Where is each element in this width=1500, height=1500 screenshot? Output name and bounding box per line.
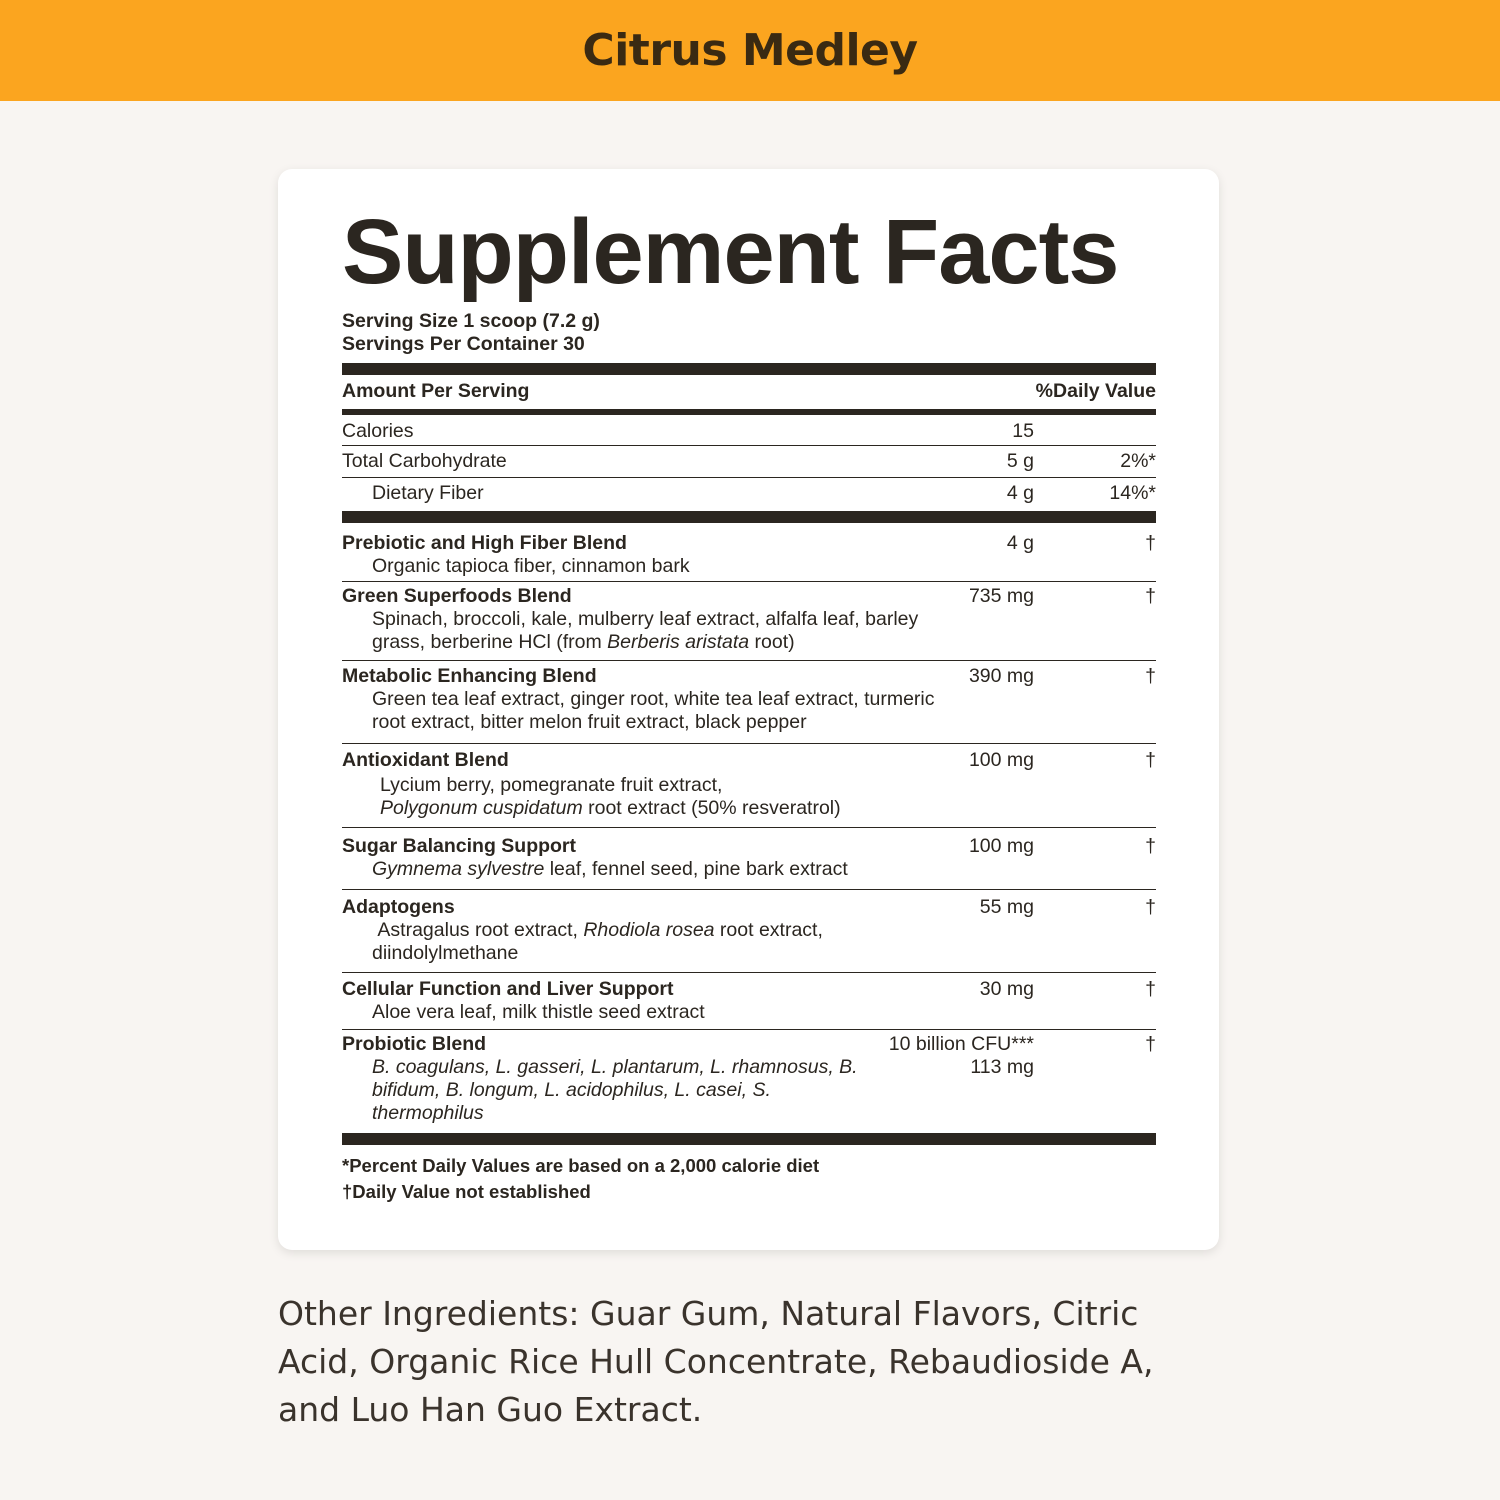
- blend-dv: †: [1145, 835, 1156, 857]
- blend-ingredients: Aloe vera leaf, milk thistle seed extract: [372, 1001, 705, 1023]
- row-divider: [342, 972, 1156, 973]
- title-banner: [0, 0, 1500, 101]
- nutrient-name: Calories: [342, 420, 414, 442]
- nutrient-amount: 15: [1012, 420, 1034, 442]
- blend-ingredients: Green tea leaf extract, ginger root, white tea leaf extract, turmeric root extract, bitter melon fruit extract, black pepper: [372, 688, 935, 733]
- thick-divider: [342, 511, 1156, 523]
- blend-amount: 735 mg: [968, 585, 1034, 607]
- blend-dv: †: [1145, 978, 1156, 1000]
- blend-name: Probiotic Blend: [342, 1033, 487, 1055]
- medium-divider: [342, 409, 1156, 415]
- blend-ingredients: Spinach, broccoli, kale, mulberry leaf extract, alfalfa leaf, barley grass, berberine HCl (from Berberis aristata root): [372, 608, 919, 653]
- row-divider: [342, 827, 1156, 828]
- blend-name: Sugar Balancing Support: [342, 835, 577, 857]
- blend-dv: †: [1145, 749, 1156, 771]
- blend-amount: 4 g: [1006, 532, 1034, 554]
- amount-header: [342, 377, 1156, 405]
- row-divider: [342, 1029, 1156, 1030]
- nutrient-name: Dietary Fiber: [372, 482, 484, 504]
- blend-dv: †: [1145, 532, 1156, 554]
- blend-dv: †: [1145, 1033, 1156, 1055]
- nutrient-name: Total Carbohydrate: [342, 450, 507, 472]
- servings-per-container: Servings Per Container 30: [342, 333, 585, 355]
- other-ingredients: Other Ingredients: Guar Gum, Natural Flavors, Citric Acid, Organic Rice Hull Concentrate, Rebaudioside A, and Luo Han Guo Extract.: [278, 1294, 1154, 1429]
- blend-amount: 100 mg: [968, 835, 1034, 857]
- blend-amount: 10 billion CFU***: [888, 1033, 1034, 1055]
- blend-amount: 30 mg: [979, 978, 1034, 1000]
- footnote-dagger: †Daily Value not established: [342, 1181, 591, 1202]
- blend-ingredients: Astragalus root extract, Rhodiola rosea root extract, diindolylmethane: [372, 919, 823, 964]
- amount-per-serving-label: Amount Per Serving: [342, 380, 530, 402]
- row-divider: [342, 660, 1156, 661]
- blend-amount: 55 mg: [979, 896, 1034, 918]
- blend-ingredients: Organic tapioca fiber, cinnamon bark: [372, 555, 690, 577]
- serving-size: Serving Size 1 scoop (7.2 g): [342, 310, 600, 332]
- thick-divider: [342, 1133, 1156, 1145]
- footnote-daily-value: *Percent Daily Values are based on a 2,000 calorie diet: [342, 1155, 820, 1176]
- blend-name: Adaptogens: [342, 896, 455, 918]
- row-divider: [342, 743, 1156, 744]
- blend-ingredients: Gymnema sylvestre leaf, fennel seed, pine bark extract: [372, 858, 848, 880]
- nutrient-dv: 14%*: [1109, 482, 1156, 504]
- blend-amount: 100 mg: [968, 749, 1034, 771]
- nutrient-dv: 2%*: [1120, 450, 1156, 472]
- blend-name: Antioxidant Blend: [342, 749, 509, 771]
- blend-ingredients: B. coagulans, L. gasseri, L. plantarum, L. rhamnosus, B. bifidum, B. longum, L. acidophilus, L. casei, S. thermophilus: [372, 1056, 858, 1124]
- row-divider: [342, 477, 1156, 478]
- blend-dv: †: [1145, 585, 1156, 607]
- blend-ingredients: Lycium berry, pomegranate fruit extract, Polygonum cuspidatum root extract (50% resveratrol): [380, 774, 841, 819]
- blend-dv: †: [1145, 896, 1156, 918]
- blend-name: Metabolic Enhancing Blend: [342, 665, 597, 687]
- row-divider: [342, 581, 1156, 582]
- blend-name: Prebiotic and High Fiber Blend: [342, 532, 627, 554]
- blend-name: Cellular Function and Liver Support: [342, 978, 674, 1000]
- blend-amount: 390 mg: [968, 665, 1034, 687]
- serving-info: [342, 310, 1156, 356]
- product-title: Citrus Medley: [582, 25, 918, 76]
- blend-name: Green Superfoods Blend: [342, 585, 572, 607]
- thick-divider: [342, 363, 1156, 375]
- supplement-facts-heading: Supplement Facts: [342, 201, 1119, 303]
- row-divider: [342, 445, 1156, 446]
- nutrient-amount: 5 g: [1006, 450, 1034, 472]
- blend-amount-weight: 113 mg: [970, 1056, 1034, 1078]
- nutrient-amount: 4 g: [1006, 482, 1034, 504]
- row-divider: [342, 889, 1156, 890]
- daily-value-label: %Daily Value: [1035, 380, 1156, 402]
- supplement-facts-card: [278, 169, 1219, 1250]
- blend-dv: †: [1145, 665, 1156, 687]
